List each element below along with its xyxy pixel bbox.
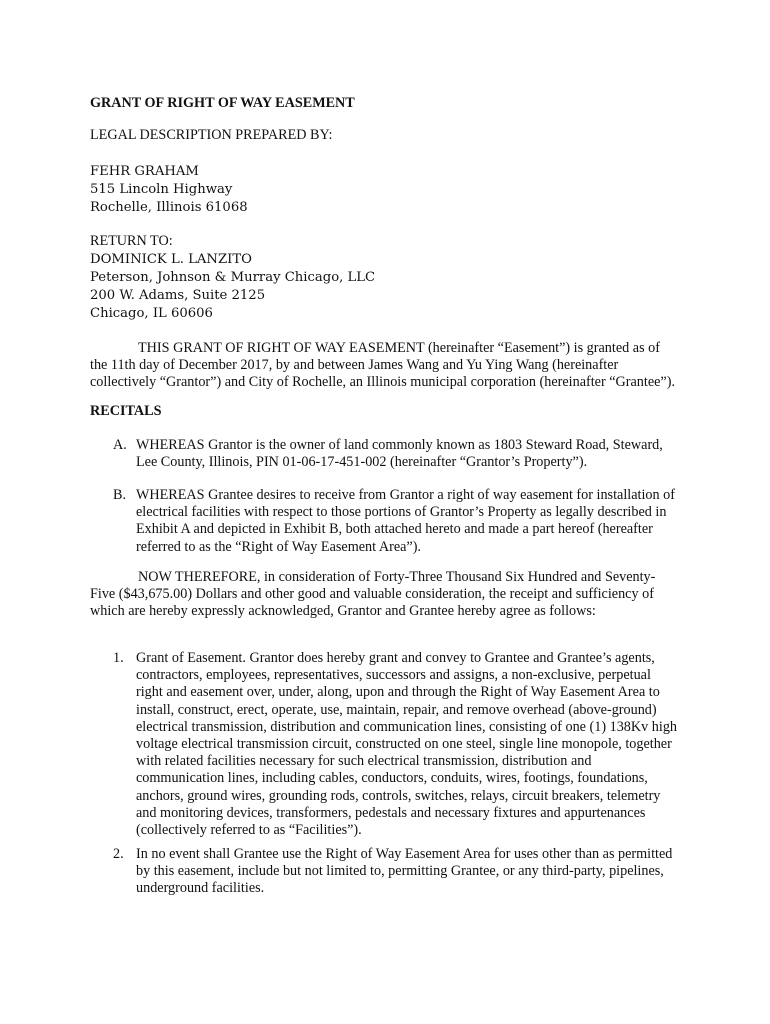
- numbered-item-1: [113, 650, 679, 839]
- recital-a: [113, 437, 675, 471]
- preparer-address-line1: 515 Lincoln Highway: [90, 182, 233, 197]
- document-title: GRANT OF RIGHT OF WAY EASEMENT: [90, 95, 355, 111]
- item-number: 2.: [113, 846, 124, 862]
- item-text: Grant of Easement. Grantor does hereby grant and convey to Grantee and Grantee’s agents, contractors, employees, representatives, successors and assigns, a non-exclusive, perpetual right and easement over, under, along, upon and through the Right of Way Easement Area to install, construct, erect, operate, use, maintain, repair, and remove overhead (above-ground) electrical transmission, distribution and communication lines, consisting of one (1) 138Kv high voltage electrical transmission circuit, constructed on one steel, single line monopole, together with related facilities necessary for such electrical transmission, distribution and communication lines, including cables, conductors, conduits, wires, footings, foundations, anchors, ground wires, grounding rods, controls, switches, relays, circuit breakers, telemetry and monitoring devices, transformers, pedestals and necessary fixtures and appurtenances (collectively referred to as “Facilities”).: [136, 650, 678, 839]
- return-to-label: RETURN TO:: [90, 233, 173, 249]
- prepared-by-label: LEGAL DESCRIPTION PREPARED BY:: [90, 127, 333, 143]
- return-to-firm: Peterson, Johnson & Murray Chicago, LLC: [90, 270, 376, 285]
- preparer-address-line2: Rochelle, Illinois 61068: [90, 200, 248, 215]
- return-to-address-line1: 200 W. Adams, Suite 2125: [90, 288, 266, 303]
- item-text: In no event shall Grantee use the Right of Way Easement Area for uses other than as permitted by this easement, include but not limited to, permitting Grantee, or any third-party, pipelines, underground facilities.: [136, 846, 673, 897]
- recital-b: [113, 487, 675, 556]
- recital-marker: A.: [113, 437, 127, 453]
- return-to-address-block: [90, 251, 375, 323]
- intro-paragraph: THIS GRANT OF RIGHT OF WAY EASEMENT (hereinafter “Easement”) is granted as of the 11th day of December 2017, by and between James Wang and Yu Ying Wang (hereinafter collectively “Grantor”) and City of Rochelle, an Illinois municipal corporation (hereinafter “Grantee”).: [90, 340, 675, 391]
- recital-text: WHEREAS Grantee desires to receive from Grantor a right of way easement for installation of electrical facilities with respect to those portions of Grantor’s Property as legally described in Exhibit A and depicted in Exhibit B, both attached hereto and made a part hereof (hereafter referred to as the “Right of Way Easement Area”).: [136, 487, 675, 555]
- preparer-name: FEHR GRAHAM: [90, 164, 199, 179]
- recital-text: WHEREAS Grantor is the owner of land commonly known as 1803 Steward Road, Steward, Lee County, Illinois, PIN 01-06-17-451-002 (hereinafter “Grantor’s Property”).: [136, 437, 663, 471]
- preparer-address-block: [90, 163, 248, 217]
- now-therefore-paragraph: NOW THEREFORE, in consideration of Forty-Three Thousand Six Hundred and Seventy-Five ($43,675.00) Dollars and other good and valuable consideration, the receipt and sufficiency of which are hereby expressly acknowledged, Grantor and Grantee hereby agree as follows:: [90, 569, 656, 620]
- recital-marker: B.: [113, 487, 127, 503]
- return-to-name: DOMINICK L. LANZITO: [90, 252, 252, 267]
- recitals-heading: RECITALS: [90, 403, 162, 419]
- item-number: 1.: [113, 650, 124, 666]
- numbered-item-2: [113, 846, 679, 898]
- return-to-address-line2: Chicago, IL 60606: [90, 306, 213, 321]
